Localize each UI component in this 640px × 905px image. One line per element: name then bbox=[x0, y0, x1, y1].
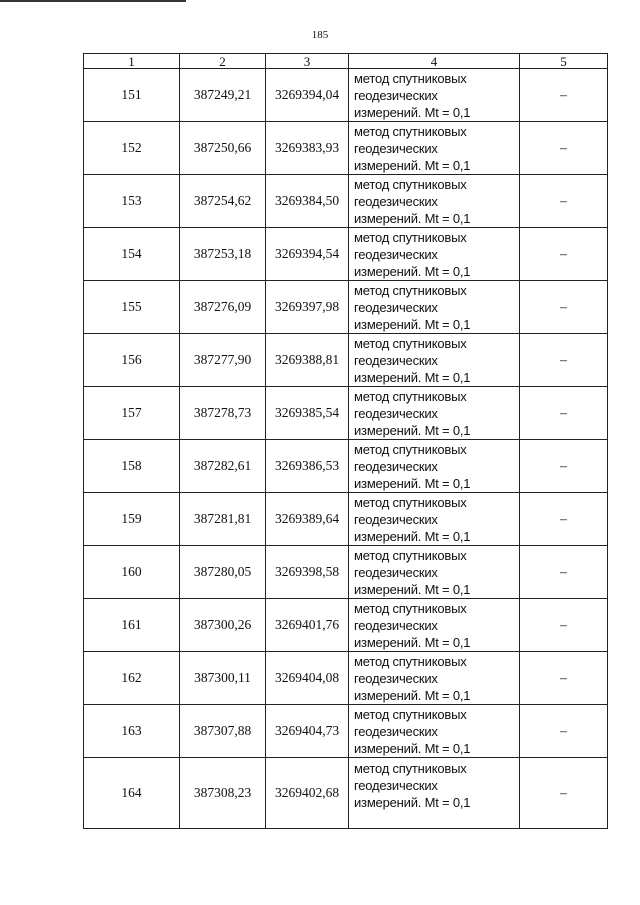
table-row bbox=[84, 705, 608, 758]
note-cell: – bbox=[520, 705, 608, 758]
top-rule bbox=[0, 0, 186, 2]
table-row bbox=[84, 599, 608, 652]
y-coordinate-cell: 3269397,98 bbox=[266, 281, 349, 334]
note-cell: – bbox=[520, 228, 608, 281]
header-col-2: 2 bbox=[180, 54, 266, 69]
method-line: метод спутниковых bbox=[354, 282, 467, 298]
y-coordinate-cell: 3269404,08 bbox=[266, 652, 349, 705]
x-coordinate-cell: 387280,05 bbox=[180, 546, 266, 599]
x-coordinate-cell: 387308,23 bbox=[180, 758, 266, 829]
note-cell: – bbox=[520, 387, 608, 440]
method-line: геодезических bbox=[354, 193, 438, 209]
method-line: метод спутниковых bbox=[354, 176, 467, 192]
note-cell: – bbox=[520, 599, 608, 652]
method-line: метод спутниковых bbox=[354, 600, 467, 616]
table-row bbox=[84, 758, 608, 829]
method-cell bbox=[349, 440, 520, 493]
page-number: 185 bbox=[311, 29, 329, 41]
method-line: геодезических bbox=[354, 617, 438, 633]
method-cell bbox=[349, 228, 520, 281]
method-line: измерений. Mt = 0,1 bbox=[354, 740, 471, 756]
y-coordinate-cell: 3269384,50 bbox=[266, 175, 349, 228]
point-number-cell: 156 bbox=[84, 334, 180, 387]
method-line: измерений. Mt = 0,1 bbox=[354, 210, 471, 226]
x-coordinate-cell: 387249,21 bbox=[180, 69, 266, 122]
method-cell bbox=[349, 281, 520, 334]
table-row bbox=[84, 652, 608, 705]
note-cell: – bbox=[520, 440, 608, 493]
table-row bbox=[84, 175, 608, 228]
header-row bbox=[84, 54, 608, 69]
point-number-cell: 161 bbox=[84, 599, 180, 652]
x-coordinate-cell: 387250,66 bbox=[180, 122, 266, 175]
method-line: измерений. Mt = 0,1 bbox=[354, 263, 471, 279]
table-row bbox=[84, 334, 608, 387]
method-line: метод спутниковых bbox=[354, 547, 467, 563]
x-coordinate-cell: 387278,73 bbox=[180, 387, 266, 440]
x-coordinate-cell: 387281,81 bbox=[180, 493, 266, 546]
point-number-cell: 164 bbox=[84, 758, 180, 829]
note-cell: – bbox=[520, 175, 608, 228]
method-line: метод спутниковых bbox=[354, 335, 467, 351]
y-coordinate-cell: 3269394,54 bbox=[266, 228, 349, 281]
method-cell bbox=[349, 546, 520, 599]
method-line: геодезических bbox=[354, 87, 438, 103]
point-number-cell: 155 bbox=[84, 281, 180, 334]
method-line: метод спутниковых bbox=[354, 761, 467, 776]
method-cell bbox=[349, 69, 520, 122]
table-row bbox=[84, 493, 608, 546]
method-line: измерений. Mt = 0,1 bbox=[354, 475, 471, 491]
method-line: геодезических bbox=[354, 246, 438, 262]
method-line: геодезических bbox=[354, 140, 438, 156]
y-coordinate-cell: 3269404,73 bbox=[266, 705, 349, 758]
method-line: метод спутниковых bbox=[354, 653, 467, 669]
y-coordinate-cell: 3269402,68 bbox=[266, 758, 349, 829]
method-cell bbox=[349, 652, 520, 705]
method-line: метод спутниковых bbox=[354, 123, 467, 139]
method-line: геодезических bbox=[354, 723, 438, 739]
point-number-cell: 157 bbox=[84, 387, 180, 440]
y-coordinate-cell: 3269385,54 bbox=[266, 387, 349, 440]
header-col-1: 1 bbox=[84, 54, 180, 69]
note-cell: – bbox=[520, 652, 608, 705]
note-cell: – bbox=[520, 281, 608, 334]
header-col-3: 3 bbox=[266, 54, 349, 69]
y-coordinate-cell: 3269388,81 bbox=[266, 334, 349, 387]
header-col-4: 4 bbox=[349, 54, 520, 69]
x-coordinate-cell: 387300,26 bbox=[180, 599, 266, 652]
method-line: метод спутниковых bbox=[354, 494, 467, 510]
x-coordinate-cell: 387307,88 bbox=[180, 705, 266, 758]
y-coordinate-cell: 3269401,76 bbox=[266, 599, 349, 652]
x-coordinate-cell: 387282,61 bbox=[180, 440, 266, 493]
method-line: геодезических bbox=[354, 778, 438, 793]
method-line: измерений. Mt = 0,1 bbox=[354, 316, 471, 332]
method-line: измерений. Mt = 0,1 bbox=[354, 634, 471, 650]
method-line: геодезических bbox=[354, 670, 438, 686]
point-number-cell: 154 bbox=[84, 228, 180, 281]
table-row bbox=[84, 122, 608, 175]
method-line: геодезических bbox=[354, 511, 438, 527]
table-row bbox=[84, 281, 608, 334]
point-number-cell: 158 bbox=[84, 440, 180, 493]
note-cell: – bbox=[520, 493, 608, 546]
note-cell: – bbox=[520, 758, 608, 829]
x-coordinate-cell: 387254,62 bbox=[180, 175, 266, 228]
y-coordinate-cell: 3269389,64 bbox=[266, 493, 349, 546]
method-line: метод спутниковых bbox=[354, 229, 467, 245]
point-number-cell: 152 bbox=[84, 122, 180, 175]
x-coordinate-cell: 387276,09 bbox=[180, 281, 266, 334]
method-line: метод спутниковых bbox=[354, 706, 467, 722]
method-line: измерений. Mt = 0,1 bbox=[354, 157, 471, 173]
x-coordinate-cell: 387277,90 bbox=[180, 334, 266, 387]
method-line: измерений. Mt = 0,1 bbox=[354, 369, 471, 385]
method-cell bbox=[349, 599, 520, 652]
method-cell bbox=[349, 493, 520, 546]
method-line: метод спутниковых bbox=[354, 70, 467, 86]
point-number-cell: 163 bbox=[84, 705, 180, 758]
x-coordinate-cell: 387300,11 bbox=[180, 652, 266, 705]
table-row bbox=[84, 387, 608, 440]
point-number-cell: 153 bbox=[84, 175, 180, 228]
x-coordinate-cell: 387253,18 bbox=[180, 228, 266, 281]
method-line: измерений. Mt = 0,1 bbox=[354, 422, 471, 438]
method-line: геодезических bbox=[354, 564, 438, 580]
method-line: измерений. Mt = 0,1 bbox=[354, 795, 471, 810]
y-coordinate-cell: 3269398,58 bbox=[266, 546, 349, 599]
method-cell bbox=[349, 705, 520, 758]
point-number-cell: 162 bbox=[84, 652, 180, 705]
method-line: геодезических bbox=[354, 352, 438, 368]
method-line: метод спутниковых bbox=[354, 441, 467, 457]
method-line: измерений. Mt = 0,1 bbox=[354, 104, 471, 120]
method-line: геодезических bbox=[354, 405, 438, 421]
note-cell: – bbox=[520, 122, 608, 175]
method-cell bbox=[349, 758, 520, 829]
method-line: геодезических bbox=[354, 299, 438, 315]
y-coordinate-cell: 3269386,53 bbox=[266, 440, 349, 493]
method-line: метод спутниковых bbox=[354, 388, 467, 404]
method-line: геодезических bbox=[354, 458, 438, 474]
method-cell bbox=[349, 175, 520, 228]
coordinates-table bbox=[83, 53, 608, 829]
method-cell bbox=[349, 387, 520, 440]
point-number-cell: 160 bbox=[84, 546, 180, 599]
y-coordinate-cell: 3269394,04 bbox=[266, 69, 349, 122]
method-line: измерений. Mt = 0,1 bbox=[354, 687, 471, 703]
method-cell bbox=[349, 122, 520, 175]
table-row bbox=[84, 69, 608, 122]
note-cell: – bbox=[520, 69, 608, 122]
method-line: измерений. Mt = 0,1 bbox=[354, 581, 471, 597]
method-cell bbox=[349, 334, 520, 387]
table-row bbox=[84, 228, 608, 281]
table-row bbox=[84, 440, 608, 493]
point-number-cell: 159 bbox=[84, 493, 180, 546]
header-col-5: 5 bbox=[520, 54, 608, 69]
y-coordinate-cell: 3269383,93 bbox=[266, 122, 349, 175]
note-cell: – bbox=[520, 546, 608, 599]
note-cell: – bbox=[520, 334, 608, 387]
point-number-cell: 151 bbox=[84, 69, 180, 122]
method-line: измерений. Mt = 0,1 bbox=[354, 528, 471, 544]
table-row bbox=[84, 546, 608, 599]
